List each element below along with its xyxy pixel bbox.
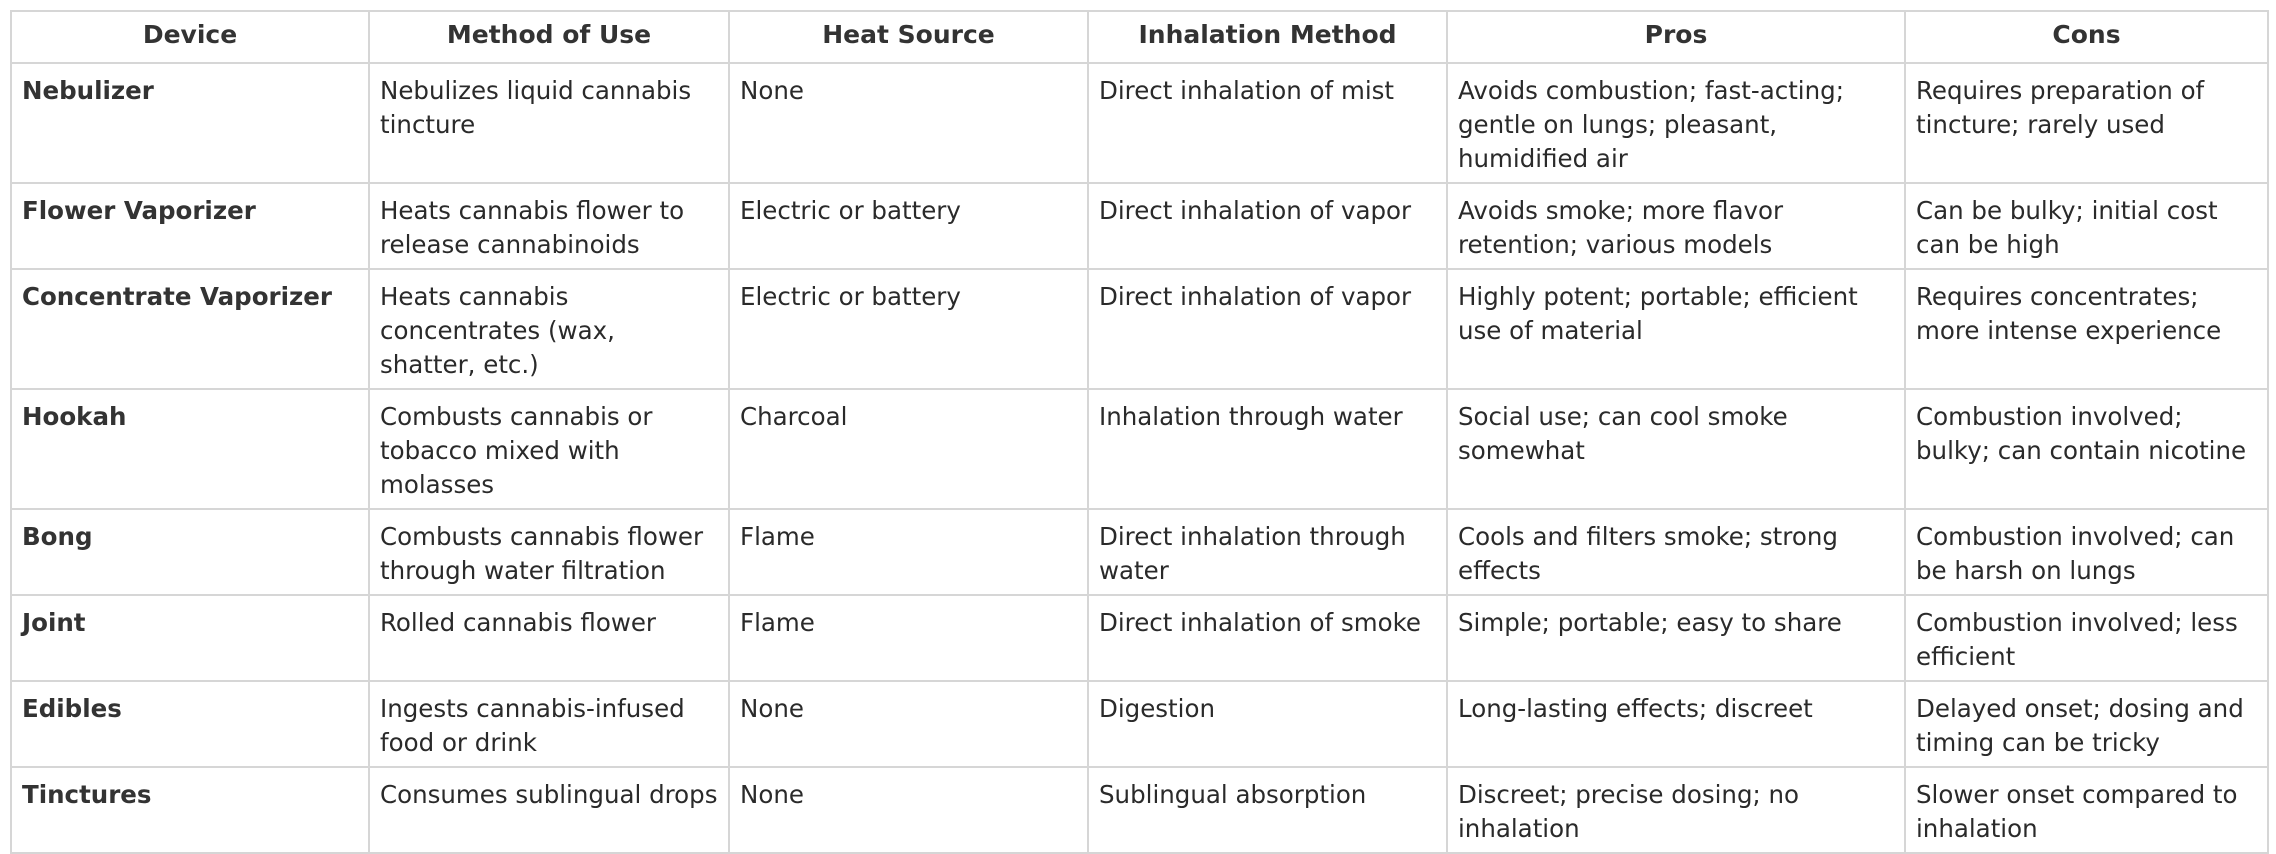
cell-cons: Slower onset compared to inhalation (1905, 767, 2268, 853)
cell-heat-source: None (729, 63, 1088, 183)
cell-cons: Delayed onset; dosing and timing can be tricky (1905, 681, 2268, 767)
table-row (11, 767, 2268, 853)
header-pros: Pros (1447, 11, 1905, 63)
cell-method-of-use: Heats cannabis concentrates (wax, shatter, etc.) (369, 269, 729, 389)
cell-pros: Cools and filters smoke; strong effects (1447, 509, 1905, 595)
cell-method-of-use: Nebulizes liquid cannabis tincture (369, 63, 729, 183)
cell-method-of-use: Combusts cannabis or tobacco mixed with molasses (369, 389, 729, 509)
cell-cons: Requires concentrates; more intense experience (1905, 269, 2268, 389)
cell-method-of-use: Combusts cannabis flower through water filtration (369, 509, 729, 595)
table-row (11, 509, 2268, 595)
cell-inhalation-method: Digestion (1088, 681, 1447, 767)
cell-inhalation-method: Sublingual absorption (1088, 767, 1447, 853)
table-header (11, 11, 2268, 63)
cell-device: Flower Vaporizer (11, 183, 369, 269)
cell-inhalation-method: Direct inhalation of mist (1088, 63, 1447, 183)
header-heat-source: Heat Source (729, 11, 1088, 63)
cell-device: Joint (11, 595, 369, 681)
comparison-table-container (10, 10, 2267, 854)
cell-pros: Avoids smoke; more flavor retention; various models (1447, 183, 1905, 269)
cell-device: Nebulizer (11, 63, 369, 183)
cell-heat-source: None (729, 767, 1088, 853)
cell-inhalation-method: Direct inhalation through water (1088, 509, 1447, 595)
cell-cons: Combustion involved; bulky; can contain nicotine (1905, 389, 2268, 509)
header-device: Device (11, 11, 369, 63)
cell-inhalation-method: Direct inhalation of smoke (1088, 595, 1447, 681)
cell-heat-source: Electric or battery (729, 269, 1088, 389)
cell-pros: Simple; portable; easy to share (1447, 595, 1905, 681)
cell-device: Edibles (11, 681, 369, 767)
cell-device: Tinctures (11, 767, 369, 853)
header-cons: Cons (1905, 11, 2268, 63)
cell-pros: Discreet; precise dosing; no inhalation (1447, 767, 1905, 853)
cell-heat-source: Flame (729, 595, 1088, 681)
header-inhalation-method: Inhalation Method (1088, 11, 1447, 63)
cell-inhalation-method: Direct inhalation of vapor (1088, 269, 1447, 389)
table-row (11, 63, 2268, 183)
table-row (11, 269, 2268, 389)
header-method-of-use: Method of Use (369, 11, 729, 63)
cell-pros: Highly potent; portable; efficient use of material (1447, 269, 1905, 389)
cell-inhalation-method: Direct inhalation of vapor (1088, 183, 1447, 269)
cell-heat-source: Electric or battery (729, 183, 1088, 269)
cell-pros: Long-lasting effects; discreet (1447, 681, 1905, 767)
cell-cons: Requires preparation of tincture; rarely used (1905, 63, 2268, 183)
cell-pros: Avoids combustion; fast-acting; gentle on lungs; pleasant, humidified air (1447, 63, 1905, 183)
cell-method-of-use: Ingests cannabis-infused food or drink (369, 681, 729, 767)
cell-method-of-use: Rolled cannabis flower (369, 595, 729, 681)
cell-heat-source: Charcoal (729, 389, 1088, 509)
cell-inhalation-method: Inhalation through water (1088, 389, 1447, 509)
cell-device: Bong (11, 509, 369, 595)
device-comparison-table (10, 10, 2269, 854)
table-row (11, 183, 2268, 269)
cell-cons: Combustion involved; can be harsh on lungs (1905, 509, 2268, 595)
header-row (11, 11, 2268, 63)
cell-method-of-use: Consumes sublingual drops (369, 767, 729, 853)
cell-method-of-use: Heats cannabis flower to release cannabinoids (369, 183, 729, 269)
table-body (11, 63, 2268, 853)
table-row (11, 681, 2268, 767)
cell-pros: Social use; can cool smoke somewhat (1447, 389, 1905, 509)
cell-heat-source: None (729, 681, 1088, 767)
cell-cons: Can be bulky; initial cost can be high (1905, 183, 2268, 269)
cell-heat-source: Flame (729, 509, 1088, 595)
table-row (11, 389, 2268, 509)
cell-device: Concentrate Vaporizer (11, 269, 369, 389)
table-row (11, 595, 2268, 681)
cell-device: Hookah (11, 389, 369, 509)
cell-cons: Combustion involved; less efficient (1905, 595, 2268, 681)
